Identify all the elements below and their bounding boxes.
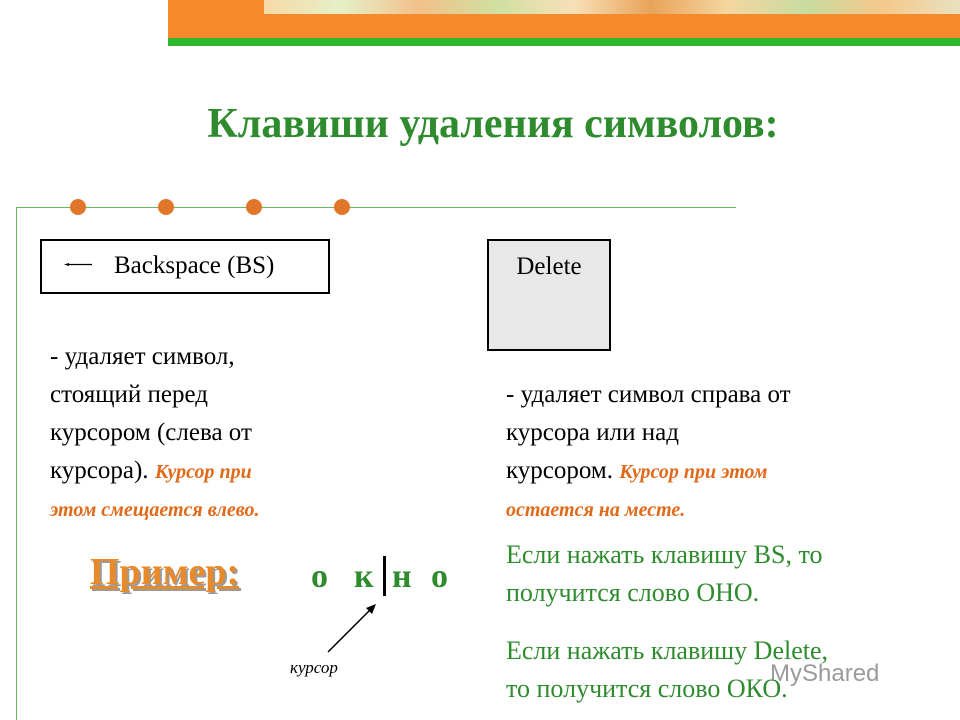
banner-stripe (168, 38, 960, 46)
delete-result: Если нажать клавишу Delete, то получится слово ОКО. (506, 636, 829, 703)
bullet-dot (158, 199, 174, 215)
example-letter: н (392, 558, 412, 595)
banner-image (264, 0, 960, 14)
bullet-dot (246, 199, 262, 215)
delete-note-line2: остается на месте. (506, 499, 686, 521)
backspace-key (40, 239, 330, 294)
bs-result: Если нажать клавишу BS, то получится слово ОНО. (506, 540, 823, 607)
delete-key-label: Delete (516, 253, 582, 280)
left-arrow-icon (50, 263, 106, 266)
backspace-note-line2: этом смещается влево. (50, 499, 260, 521)
horizontal-rule (16, 207, 736, 208)
backspace-key-label: Backspace (BS) (114, 252, 275, 279)
delete-description: - удаляет символ справа от курсора или над курсором. Курсор при этом остается на месте. (506, 376, 791, 529)
header-banner (168, 0, 960, 38)
delete-note: Курсор при этом (619, 461, 768, 483)
slide-title: Клавиши удаления символов: (207, 101, 779, 147)
watermark: MyShared (770, 660, 880, 687)
backspace-note: Курсор при (154, 461, 252, 483)
example-label: Пример: (90, 551, 240, 593)
pointer-arrow-icon (320, 600, 380, 660)
text-cursor (383, 556, 386, 596)
example-letter: о (431, 558, 448, 595)
bullet-dot (70, 199, 86, 215)
bullet-dot (334, 199, 350, 215)
example-letter: к (354, 558, 374, 595)
cursor-caption: курсор (290, 658, 338, 677)
delete-key (487, 239, 611, 351)
vertical-rule (16, 207, 17, 720)
example-letter: о (311, 558, 328, 595)
backspace-description: - удаляет символ, стоящий перед курсором (слева от курсора). Курсор при этом смещается влево. (50, 338, 259, 529)
